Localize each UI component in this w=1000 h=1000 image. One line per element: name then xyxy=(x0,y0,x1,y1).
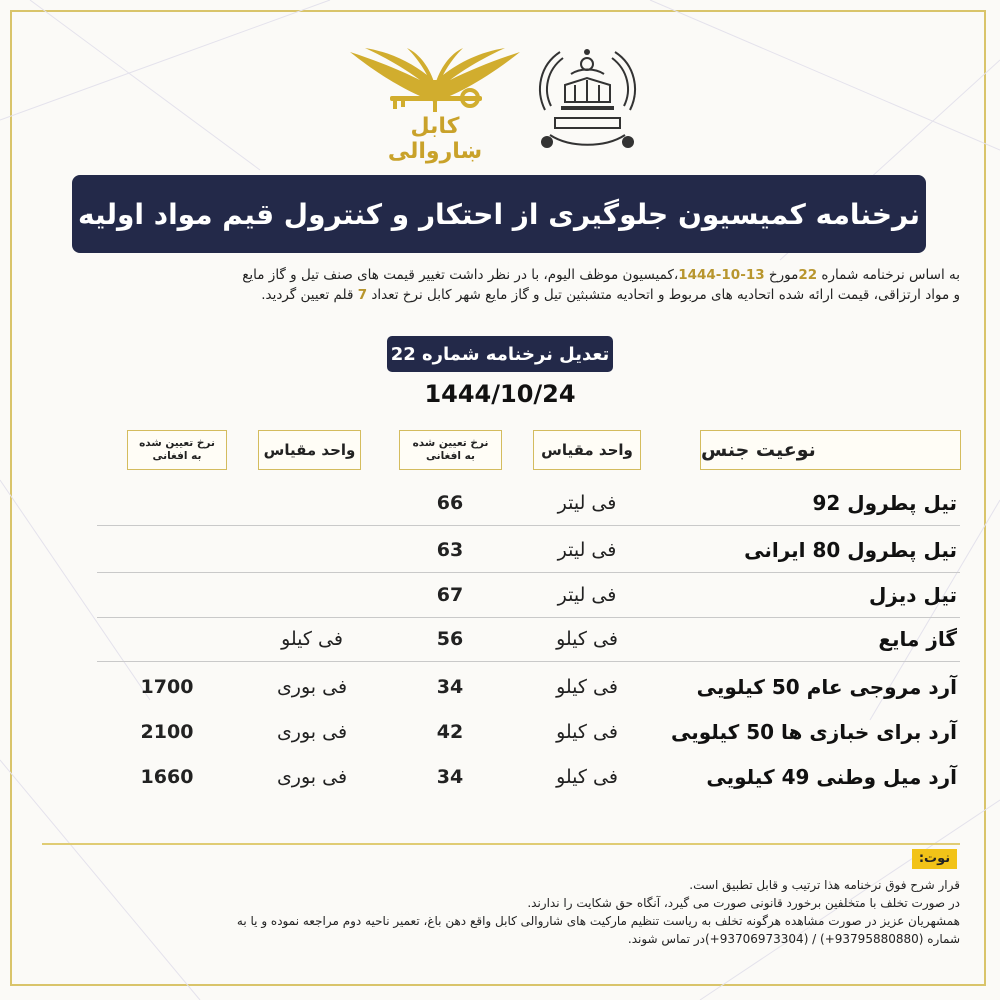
row-unit-2 xyxy=(242,527,382,573)
header-item-type: نوعیت جنس xyxy=(700,430,961,470)
row-rate-2 xyxy=(117,527,217,573)
intro-text-4: و مواد ارتزاقی، قیمت ارائه شده اتحادیه های مربوط و اتحادیه متشبثین تیل و گاز مایع شهر کابل نرخ تعداد xyxy=(367,287,960,303)
subtitle-badge: تعدیل نرخنامه شماره 22 xyxy=(387,336,613,372)
kabul-logo-text: کابل ښاروالی xyxy=(387,114,483,164)
header-rate-2-line1: نرخ تعیین شده xyxy=(139,437,215,449)
emblem-seal-icon xyxy=(525,40,650,158)
table-row xyxy=(97,616,960,662)
row-unit-1: فی کیلو xyxy=(556,721,618,743)
note-line-4: شماره (93795880880+) / (93706973304+)در تماس شوند. xyxy=(627,932,960,946)
row-item: تیل پطرول 80 ایرانی xyxy=(744,538,957,562)
row-unit-1: فی لیتر xyxy=(557,584,617,606)
row-unit-2 xyxy=(242,480,382,526)
table-row xyxy=(97,480,960,526)
header-rate-1-line1: نرخ تعیین شده xyxy=(412,437,489,449)
row-rate-2 xyxy=(117,616,217,662)
row-unit-2 xyxy=(242,572,382,618)
circular-number: 22 xyxy=(798,267,818,283)
row-rate-1: 42 xyxy=(436,721,464,743)
row-rate-2 xyxy=(117,480,217,526)
row-item: آرد مروجی عام 50 کیلویی xyxy=(696,675,957,699)
row-rate-2: 2100 xyxy=(140,721,194,743)
header-rate-1 xyxy=(399,430,502,470)
emirate-emblem xyxy=(525,40,650,158)
intro-text-5: قلم تعیین گردید. xyxy=(261,287,358,303)
row-item: تیل دیزل xyxy=(868,583,957,607)
note-line-2: در صورت تخلف با متخلفین برخورد قانونی صورت می گیرد، آنگاه حق شکایت را ندارند. xyxy=(527,896,960,910)
header-unit-1: واحد مقیاس xyxy=(533,430,641,470)
header-rate-1-line2: به افغانی xyxy=(426,450,475,462)
row-unit-2: فی بوری xyxy=(276,721,348,743)
header-rate-2-line2: به افغانی xyxy=(152,450,202,462)
row-unit-1: فی کیلو xyxy=(556,628,618,650)
row-rate-1: 34 xyxy=(436,766,464,788)
page-title: نرخنامه کمیسیون جلوگیری از احتکار و کنترول قیم مواد اولیه xyxy=(72,175,926,253)
row-unit-1: فی لیتر xyxy=(557,539,617,561)
note-line-1: قرار شرح فوق نرخنامه هذا ترتیب و قابل تطبیق است. xyxy=(689,878,960,892)
note-label: نوت: xyxy=(912,849,957,869)
header-unit-2: واحد مقیاس xyxy=(258,430,361,470)
intro-text-2: مورخ xyxy=(764,267,799,283)
table-row xyxy=(97,754,960,800)
row-unit-2: فی بوری xyxy=(276,766,348,788)
row-rate-2: 1660 xyxy=(140,766,194,788)
row-item: آرد میل وطنی 49 کیلویی xyxy=(706,765,957,789)
intro-text-3: ،کمیسیون موظف الیوم، با در نظر داشت تغییر قیمت های صنف تیل و گاز مایع xyxy=(242,267,679,283)
notes-block xyxy=(100,876,960,948)
row-rate-1: 56 xyxy=(436,628,464,650)
row-rate-1: 67 xyxy=(436,584,464,606)
row-unit-2: فی بوری xyxy=(276,676,348,698)
row-unit-2: فی کیلو xyxy=(281,628,343,650)
row-unit-1: فی لیتر xyxy=(557,492,617,514)
row-rate-1: 34 xyxy=(436,676,464,698)
table-row xyxy=(97,527,960,573)
row-rate-2 xyxy=(117,572,217,618)
row-rate-1: 66 xyxy=(436,492,464,514)
row-rate-1: 63 xyxy=(436,539,464,561)
row-unit-1: فی کیلو xyxy=(556,766,618,788)
circular-date: 13-10-1444 xyxy=(678,267,765,283)
notes-divider xyxy=(42,843,960,845)
table-row xyxy=(97,572,960,618)
row-item: تیل پطرول 92 xyxy=(812,491,957,515)
document-date: 1444/10/24 xyxy=(424,380,576,408)
row-divider xyxy=(97,525,960,526)
row-divider xyxy=(97,661,960,662)
table-row xyxy=(97,664,960,710)
row-unit-1: فی کیلو xyxy=(556,676,618,698)
item-count: 7 xyxy=(357,287,368,303)
kabul-municipality-logo xyxy=(345,40,525,164)
row-item: گاز مایع xyxy=(878,627,957,651)
row-rate-2: 1700 xyxy=(140,676,194,698)
header-rate-2 xyxy=(127,430,227,470)
intro-paragraph xyxy=(70,265,960,305)
row-item: آرد برای خبازی ها 50 کیلویی xyxy=(671,720,957,744)
intro-text-1: به اساس نرخنامه شماره xyxy=(817,267,960,283)
table-row xyxy=(97,709,960,755)
note-line-3: همشهریان عزیز در صورت مشاهده هرگونه تخلف به ریاست تنظیم مارکیت های شاروالی کابل واقع دهن باغ، تعمیر ناحیه دوم مراجعه نموده و یا به xyxy=(236,914,960,928)
